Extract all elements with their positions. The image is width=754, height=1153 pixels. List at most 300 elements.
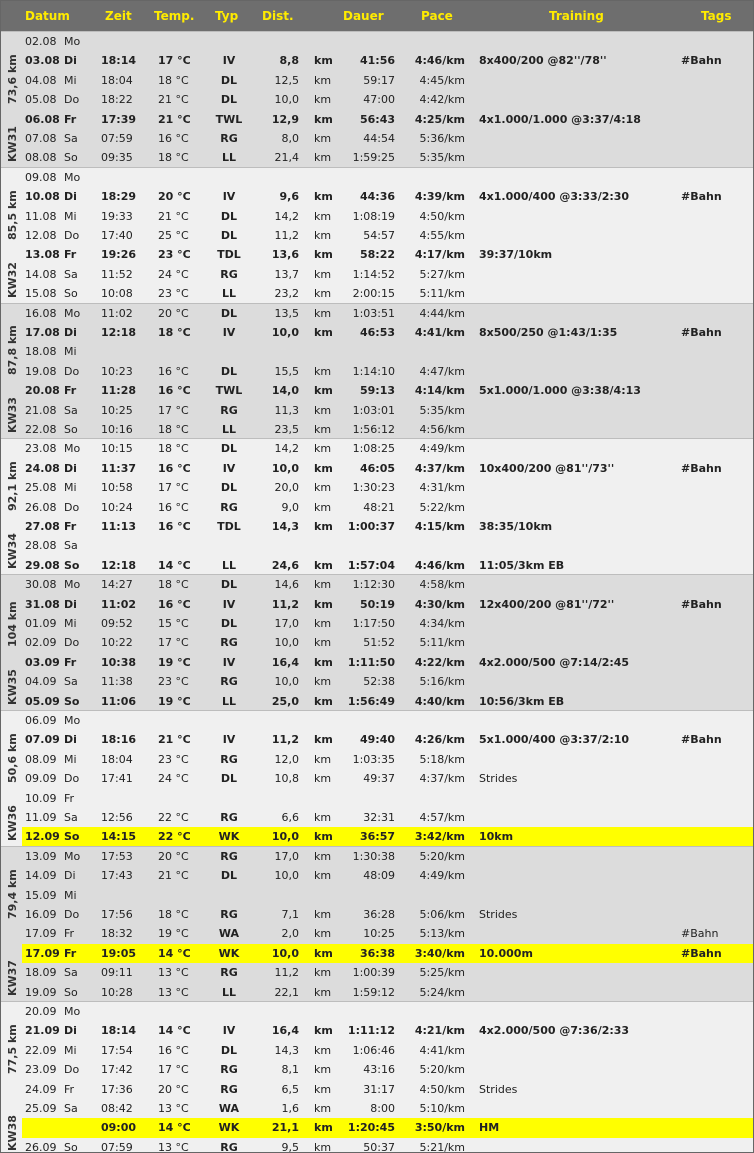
cell-typ: IV (222, 190, 236, 204)
week-distance: 85,5 km (6, 189, 19, 240)
cell-tag: Di (64, 54, 77, 68)
table-row (1, 924, 753, 943)
cell-pace: 5:20/km (419, 1063, 465, 1077)
cell-datum: 18.09 (25, 966, 57, 980)
cell-tags: #Bahn (681, 597, 722, 611)
cell-zeit: 17:39 (101, 112, 137, 126)
cell-pace: 4:37/km (419, 772, 465, 786)
cell-datum: 03.08 (25, 54, 60, 68)
cell-typ: TWL (215, 112, 243, 126)
cell-tag: So (64, 985, 78, 999)
header-dist: Dist. (262, 9, 294, 23)
cell-datum: 19.09 (25, 985, 57, 999)
cell-dist: 8,8 (279, 54, 299, 68)
table-row (1, 71, 753, 90)
table-row (1, 536, 753, 555)
cell-datum: 24.09 (25, 1082, 57, 1096)
cell-zeit: 17:53 (101, 849, 133, 863)
table-row (1, 983, 753, 1002)
cell-zeit: 11:52 (101, 267, 133, 281)
cell-dist: 10,0 (274, 636, 299, 650)
cell-dauer: 8:00 (370, 1102, 395, 1115)
table-row (1, 847, 753, 866)
header-training: Training (549, 9, 604, 23)
cell-datum: 28.08 (25, 539, 57, 553)
cell-typ: RG (220, 132, 238, 145)
cell-dauer: 58:22 (359, 248, 395, 262)
cell-datum: 12.09 (25, 830, 60, 844)
cell-tag: Sa (64, 267, 78, 281)
cell-dist: 10,0 (274, 93, 299, 107)
cell-temp: 19 °C (158, 694, 191, 708)
week-block (1, 710, 753, 846)
cell-dauer: 51:52 (363, 636, 395, 650)
cell-dauer: 49:40 (359, 733, 395, 747)
cell-unit: km (314, 558, 333, 572)
cell-datum: 18.08 (25, 345, 57, 359)
cell-typ: WA (218, 1102, 240, 1115)
cell-zeit: 12:18 (101, 558, 137, 572)
cell-tag: Di (64, 1024, 77, 1038)
cell-tag: Mi (64, 209, 77, 223)
cell-pace: 5:22/km (419, 500, 465, 514)
cell-tag: Sa (64, 132, 78, 145)
cell-typ: DL (220, 481, 238, 495)
cell-datum: 06.09 (25, 714, 57, 727)
cell-pace: 4:40/km (414, 694, 465, 708)
cell-tag: So (64, 151, 78, 165)
cell-pace: 5:18/km (419, 752, 465, 766)
cell-zeit: 19:26 (101, 248, 137, 262)
cell-unit: km (314, 694, 333, 708)
cell-zeit: 10:38 (101, 655, 137, 669)
cell-typ: TWL (215, 384, 243, 398)
cell-datum: 31.08 (25, 597, 60, 611)
cell-typ: DL (220, 1043, 238, 1057)
cell-training: 10km (479, 830, 514, 844)
cell-temp: 21 °C (158, 869, 189, 883)
cell-dist: 11,2 (271, 597, 299, 611)
cell-pace: 4:44/km (419, 306, 465, 320)
cell-dist: 9,5 (281, 1140, 299, 1153)
table-row (1, 110, 753, 129)
cell-datum: 13.08 (25, 248, 60, 262)
table-row (1, 575, 753, 594)
cell-temp: 16 °C (158, 461, 191, 475)
cell-zeit: 10:16 (101, 422, 133, 436)
cell-dauer: 1:06:46 (352, 1043, 395, 1057)
cell-temp: 16 °C (158, 132, 189, 145)
week-block (1, 31, 753, 167)
cell-typ: RG (220, 675, 238, 689)
table-row (1, 595, 753, 614)
cell-tag: So (64, 694, 80, 708)
cell-tag: Fr (64, 384, 77, 398)
cell-temp: 23 °C (158, 248, 191, 262)
cell-training: Strides (479, 1082, 518, 1096)
cell-pace: 5:35/km (419, 151, 465, 165)
cell-pace: 4:14/km (414, 384, 465, 398)
cell-datum: 13.09 (25, 849, 57, 863)
cell-dist: 14,2 (274, 442, 299, 456)
table-row (1, 90, 753, 109)
cell-temp: 20 °C (158, 190, 191, 204)
cell-dist: 14,2 (274, 209, 299, 223)
cell-temp: 20 °C (158, 849, 189, 863)
header-zeit: Zeit (105, 9, 132, 23)
cell-zeit: 12:18 (101, 325, 137, 339)
cell-tag: Di (64, 869, 76, 883)
cell-temp: 18 °C (158, 907, 189, 921)
cell-dauer: 50:37 (363, 1140, 395, 1153)
cell-unit: km (314, 481, 332, 495)
cell-zeit: 17:41 (101, 772, 133, 786)
cell-pace: 4:45/km (419, 73, 465, 87)
cell-dist: 17,0 (274, 616, 299, 630)
cell-dist: 14,0 (271, 384, 299, 398)
cell-zeit: 11:28 (101, 384, 137, 398)
cell-zeit: 17:36 (101, 1082, 133, 1096)
cell-temp: 23 °C (158, 287, 189, 301)
table-row (1, 711, 753, 730)
cell-temp: 14 °C (158, 946, 191, 960)
cell-tag: Mi (64, 888, 77, 902)
cell-dist: 12,0 (274, 752, 299, 766)
cell-temp: 16 °C (158, 384, 191, 398)
week-distance: 73,6 km (6, 54, 19, 104)
cell-unit: km (314, 384, 333, 398)
cell-tag: Mi (64, 73, 77, 87)
cell-tag: Fr (64, 946, 77, 960)
cell-zeit: 17:43 (101, 869, 133, 883)
cell-datum: 23.08 (25, 442, 57, 456)
cell-dauer: 2:00:15 (352, 287, 395, 301)
cell-zeit: 18:32 (101, 927, 133, 941)
cell-typ: DL (220, 442, 238, 456)
cell-pace: 4:26/km (414, 733, 465, 747)
cell-pace: 3:42/km (414, 830, 465, 844)
cell-pace: 4:50/km (419, 1082, 465, 1096)
table-row (1, 459, 753, 478)
cell-typ: WA (218, 927, 240, 941)
cell-zeit: 12:56 (101, 811, 133, 824)
cell-typ: RG (220, 403, 238, 417)
cell-datum: 11.08 (25, 209, 57, 223)
cell-pace: 5:25/km (419, 966, 465, 980)
cell-dauer: 1:03:51 (352, 306, 395, 320)
cell-temp: 21 °C (158, 112, 191, 126)
table-row (1, 342, 753, 361)
cell-unit: km (314, 675, 332, 689)
cell-unit: km (314, 655, 333, 669)
cell-dauer: 46:05 (359, 461, 395, 475)
cell-typ: RG (220, 966, 238, 980)
cell-zeit: 11:38 (101, 675, 133, 689)
cell-datum: 16.09 (25, 907, 57, 921)
cell-tag: Mo (64, 849, 81, 863)
week-distance: 92,1 km (6, 461, 19, 512)
cell-unit: km (314, 519, 333, 533)
cell-temp: 13 °C (158, 966, 189, 980)
cell-pace: 5:21/km (419, 1140, 465, 1153)
week-block (1, 438, 753, 574)
cell-unit: km (314, 112, 333, 126)
week-block (1, 167, 753, 303)
cell-temp: 14 °C (158, 558, 191, 572)
cell-tag: Mi (64, 481, 77, 495)
header-datum: Datum (25, 9, 70, 23)
table-row (1, 207, 753, 226)
cell-unit: km (314, 93, 332, 107)
cell-tag: Fr (64, 655, 77, 669)
cell-zeit: 14:15 (101, 830, 137, 844)
cell-unit: km (314, 209, 332, 223)
cell-dauer: 56:43 (359, 112, 395, 126)
cell-typ: IV (222, 733, 236, 747)
cell-zeit: 18:04 (101, 73, 133, 87)
cell-typ: DL (220, 578, 238, 592)
cell-training: Strides (479, 907, 518, 921)
cell-dauer: 1:00:39 (352, 966, 395, 980)
cell-temp: 18 °C (158, 442, 189, 456)
cell-datum: 03.09 (25, 655, 60, 669)
table-row (1, 1021, 753, 1040)
cell-dist: 10,0 (274, 675, 299, 689)
cell-unit: km (314, 1082, 332, 1096)
table-row (1, 129, 753, 148)
cell-pace: 5:27/km (419, 267, 465, 281)
cell-tag: Do (64, 364, 80, 378)
cell-dist: 11,3 (274, 403, 299, 417)
cell-training: 10:56/3km EB (479, 694, 565, 708)
cell-temp: 17 °C (158, 636, 189, 650)
table-row (1, 886, 753, 905)
cell-unit: km (314, 811, 332, 824)
cell-zeit: 11:02 (101, 306, 133, 320)
cell-datum: 23.09 (25, 1063, 57, 1077)
cell-dauer: 49:37 (363, 772, 395, 786)
cell-tag: Do (64, 907, 80, 921)
cell-pace: 4:17/km (414, 248, 465, 262)
cell-unit: km (314, 849, 332, 863)
cell-temp: 21 °C (158, 733, 191, 747)
cell-datum: 05.09 (25, 694, 60, 708)
cell-unit: km (314, 985, 332, 999)
cell-dauer: 1:59:25 (352, 151, 395, 165)
cell-dist: 10,8 (274, 772, 299, 786)
cell-dist: 12,5 (274, 73, 299, 87)
cell-dist: 16,4 (271, 1024, 299, 1038)
cell-dist: 6,5 (281, 1082, 299, 1096)
cell-unit: km (314, 364, 332, 378)
cell-training: Strides (479, 772, 518, 786)
cell-dauer: 59:17 (363, 73, 395, 87)
cell-tag: So (64, 558, 80, 572)
cell-dauer: 43:16 (363, 1063, 395, 1077)
cell-dist: 10,0 (271, 461, 299, 475)
cell-datum: 20.08 (25, 384, 60, 398)
cell-temp: 15 °C (158, 616, 189, 630)
cell-dist: 13,5 (274, 306, 299, 320)
table-row (1, 556, 753, 575)
cell-dauer: 31:17 (363, 1082, 395, 1096)
cell-temp: 18 °C (158, 325, 191, 339)
cell-zeit: 19:05 (101, 946, 137, 960)
cell-dist: 22,1 (274, 985, 299, 999)
cell-datum: 05.08 (25, 93, 57, 107)
cell-datum: 01.09 (25, 616, 57, 630)
cell-tag: Mi (64, 1043, 77, 1057)
cell-tag: Mo (64, 578, 81, 592)
cell-dauer: 1:14:52 (352, 267, 395, 281)
cell-pace: 5:35/km (419, 403, 465, 417)
cell-tag: Fr (64, 112, 77, 126)
cell-datum: 04.08 (25, 73, 57, 87)
cell-temp: 16 °C (158, 597, 191, 611)
cell-typ: LL (221, 985, 237, 999)
cell-datum: 21.08 (25, 403, 57, 417)
cell-dauer: 1:56:49 (347, 694, 395, 708)
cell-dauer: 47:00 (363, 93, 395, 107)
cell-zeit: 18:14 (101, 54, 137, 68)
cell-temp: 16 °C (158, 519, 191, 533)
cell-temp: 25 °C (158, 228, 189, 242)
cell-dist: 1,6 (281, 1102, 299, 1115)
table-row (1, 730, 753, 749)
cell-datum: 06.08 (25, 112, 60, 126)
cell-dauer: 44:54 (363, 132, 395, 145)
cell-tag: Mo (64, 714, 81, 727)
cell-typ: WK (218, 946, 240, 960)
cell-dist: 11,2 (274, 966, 299, 980)
table-row (1, 304, 753, 323)
table-row (1, 1041, 753, 1060)
table-row (1, 187, 753, 206)
cell-unit: km (314, 946, 333, 960)
cell-tags: #Bahn (681, 54, 722, 68)
cell-dauer: 36:57 (359, 830, 395, 844)
week-distance: 104 km (6, 601, 19, 648)
cell-typ: LL (221, 287, 237, 301)
table-row (1, 808, 753, 827)
cell-datum: 22.08 (25, 422, 57, 436)
cell-temp: 18 °C (158, 151, 189, 165)
cell-dist: 10,0 (271, 830, 299, 844)
cell-typ: DL (220, 772, 238, 786)
cell-dist: 21,1 (271, 1121, 299, 1135)
table-row (1, 692, 753, 711)
cell-datum: 11.09 (25, 811, 57, 824)
cell-pace: 5:24/km (419, 985, 465, 999)
cell-dist: 15,5 (274, 364, 299, 378)
cell-dist: 17,0 (274, 849, 299, 863)
cell-dauer: 1:03:01 (352, 403, 395, 417)
cell-unit: km (314, 54, 333, 68)
cell-temp: 20 °C (158, 1082, 189, 1096)
cell-tag: Do (64, 228, 80, 242)
table-row (1, 963, 753, 982)
header-tags: Tags (701, 9, 732, 23)
cell-dist: 24,6 (271, 558, 299, 572)
cell-temp: 16 °C (158, 364, 189, 378)
cell-temp: 24 °C (158, 267, 189, 281)
cell-unit: km (314, 500, 332, 514)
cell-zeit: 11:06 (101, 694, 137, 708)
cell-datum: 12.08 (25, 228, 57, 242)
cell-datum: 14.08 (25, 267, 57, 281)
cell-typ: DL (220, 228, 238, 242)
cell-temp: 18 °C (158, 578, 189, 592)
cell-pace: 5:20/km (419, 849, 465, 863)
cell-pace: 5:10/km (419, 1102, 465, 1115)
cell-typ: LL (221, 694, 237, 708)
cell-tags: #Bahn (681, 325, 722, 339)
table-row (1, 672, 753, 691)
cell-typ: LL (221, 151, 237, 165)
cell-dist: 10,0 (271, 325, 299, 339)
table-row (1, 653, 753, 672)
cell-unit: km (314, 325, 333, 339)
table-row (1, 226, 753, 245)
header-typ: Typ (215, 9, 239, 23)
cell-unit: km (314, 830, 333, 844)
cell-datum: 07.09 (25, 733, 60, 747)
cell-unit: km (314, 132, 332, 145)
cell-datum: 29.08 (25, 558, 60, 572)
cell-temp: 16 °C (158, 500, 189, 514)
cell-dauer: 1:00:37 (347, 519, 395, 533)
cell-pace: 4:22/km (414, 655, 465, 669)
cell-dauer: 1:11:50 (347, 655, 395, 669)
cell-zeit: 10:08 (101, 287, 133, 301)
cell-pace: 3:50/km (414, 1121, 465, 1135)
week-distance: 50,6 km (6, 733, 19, 783)
cell-typ: IV (222, 54, 236, 68)
cell-dauer: 1:11:12 (347, 1024, 395, 1038)
cell-dauer: 1:56:12 (352, 422, 395, 436)
cell-training: 4x2.000/500 @7:36/2:33 (479, 1024, 630, 1038)
cell-training: 4x2.000/500 @7:14/2:45 (479, 655, 630, 669)
table-row (1, 1099, 753, 1118)
cell-tag: Di (64, 733, 77, 747)
cell-temp: 17 °C (158, 481, 189, 495)
cell-datum: 24.08 (25, 461, 60, 475)
cell-zeit: 10:58 (101, 481, 133, 495)
cell-typ: WK (218, 830, 240, 844)
cell-tags: #Bahn (681, 190, 722, 204)
table-row (1, 51, 753, 70)
race-row (22, 1118, 753, 1137)
table-row (1, 614, 753, 633)
cell-zeit: 19:33 (101, 209, 133, 223)
cell-pace: 4:50/km (419, 209, 465, 223)
cell-dauer: 44:36 (359, 190, 395, 204)
cell-dist: 25,0 (271, 694, 299, 708)
cell-tags: #Bahn (681, 461, 722, 475)
cell-temp: 23 °C (158, 675, 189, 689)
week-number: KW36 (6, 804, 19, 841)
table-header (1, 1, 753, 31)
cell-pace: 4:34/km (419, 616, 465, 630)
cell-dist: 10,0 (271, 946, 299, 960)
cell-typ: RG (220, 636, 238, 650)
cell-training: 8x500/250 @1:43/1:35 (479, 325, 618, 339)
cell-tag: Mo (64, 442, 81, 456)
cell-pace: 5:11/km (419, 287, 465, 301)
cell-tag: Sa (64, 1102, 78, 1115)
cell-zeit: 18:14 (101, 1024, 137, 1038)
cell-dist: 14,6 (274, 578, 299, 592)
